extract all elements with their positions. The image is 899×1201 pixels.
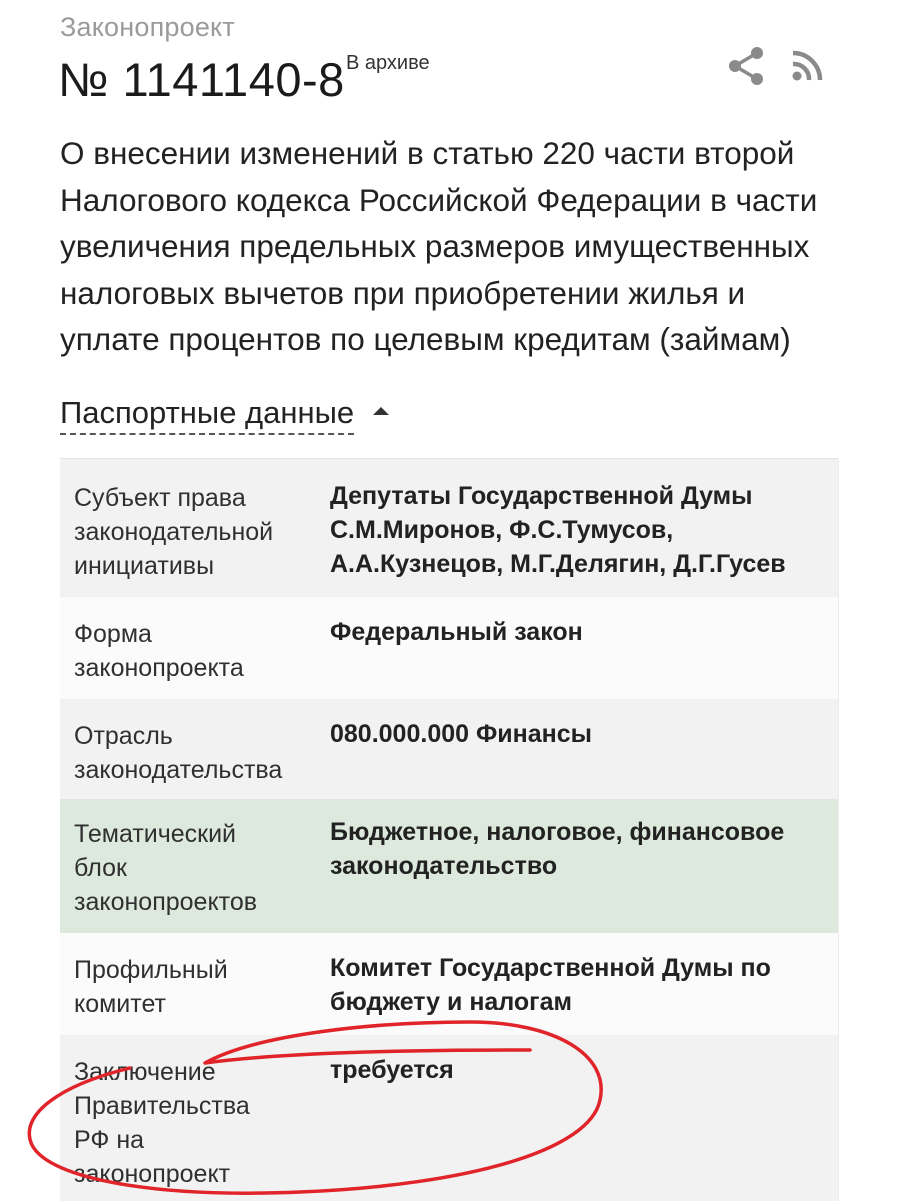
row-value xyxy=(330,479,830,581)
status-badge: В архиве xyxy=(346,52,430,74)
label-line: РФ на xyxy=(74,1126,145,1154)
label-line: законопроект xyxy=(74,1160,231,1188)
label-line: Субъект права xyxy=(74,484,246,512)
caret-up-icon xyxy=(373,407,389,415)
bill-number: № 1141140-8 xyxy=(58,53,345,106)
row-value xyxy=(330,717,830,751)
bill-description: О внесении изменений в статью 220 части второй Налогового кодекса Российской Федерации в части увеличения предельных размеров имущественных налоговых вычетов при приобретении жилья и уплате процентов по целевым кредитам (займам) xyxy=(60,135,818,357)
passport-title: Паспортные данные xyxy=(60,395,354,435)
label-line: законопроекта xyxy=(74,654,244,682)
share-icon xyxy=(724,44,770,88)
row-label xyxy=(74,481,314,583)
value-line: требуется xyxy=(330,1056,454,1084)
value-line: бюджету и налогам xyxy=(330,988,572,1016)
value-line: Бюджетное, налоговое, финансовое xyxy=(330,818,785,846)
row-value xyxy=(330,615,830,649)
label-line: блок xyxy=(74,854,127,882)
value-line: А.А.Кузнецов, М.Г.Делягин, Д.Г.Гусев xyxy=(330,550,786,578)
label-line: инициативы xyxy=(74,552,215,580)
label-line: законодательной xyxy=(74,518,274,546)
row-label xyxy=(74,617,314,685)
passport-toggle[interactable] xyxy=(60,395,389,441)
label-line: Заключение xyxy=(74,1058,216,1086)
value-line: Депутаты Государственной Думы xyxy=(330,482,753,510)
row-label xyxy=(74,817,314,919)
row-value xyxy=(330,951,830,1019)
row-label xyxy=(74,719,314,787)
label-line: Профильный xyxy=(74,956,228,984)
passport-table xyxy=(60,458,838,1188)
label-line: законодательства xyxy=(74,756,283,784)
row-label xyxy=(74,953,314,1021)
value-line: Федеральный закон xyxy=(330,618,583,646)
label-line: комитет xyxy=(74,990,166,1018)
value-line: Комитет Государственной Думы по xyxy=(330,954,771,982)
label-line: Правительства xyxy=(74,1092,250,1120)
rss-button[interactable] xyxy=(784,44,830,88)
label-line: Тематический xyxy=(74,820,237,848)
row-value xyxy=(330,1053,830,1087)
section-label: Законопроект xyxy=(60,12,235,42)
share-button[interactable] xyxy=(724,44,770,88)
value-line: законодательство xyxy=(330,852,558,880)
passport-row-form xyxy=(60,597,839,699)
value-line: С.М.Миронов, Ф.С.Тумусов, xyxy=(330,516,674,544)
row-value xyxy=(330,815,830,883)
passport-row-government-conclusion xyxy=(60,1035,839,1201)
row-label xyxy=(74,1055,314,1191)
passport-row-initiator xyxy=(60,459,839,597)
label-line: Форма xyxy=(74,620,152,648)
value-line: 080.000.000 Финансы xyxy=(330,720,593,748)
label-line: законопроектов xyxy=(74,888,258,916)
rss-icon xyxy=(784,44,830,88)
label-line: Отрасль xyxy=(74,722,173,750)
passport-row-thematic-block xyxy=(60,799,839,933)
passport-row-branch xyxy=(60,699,839,799)
passport-row-committee xyxy=(60,933,839,1035)
